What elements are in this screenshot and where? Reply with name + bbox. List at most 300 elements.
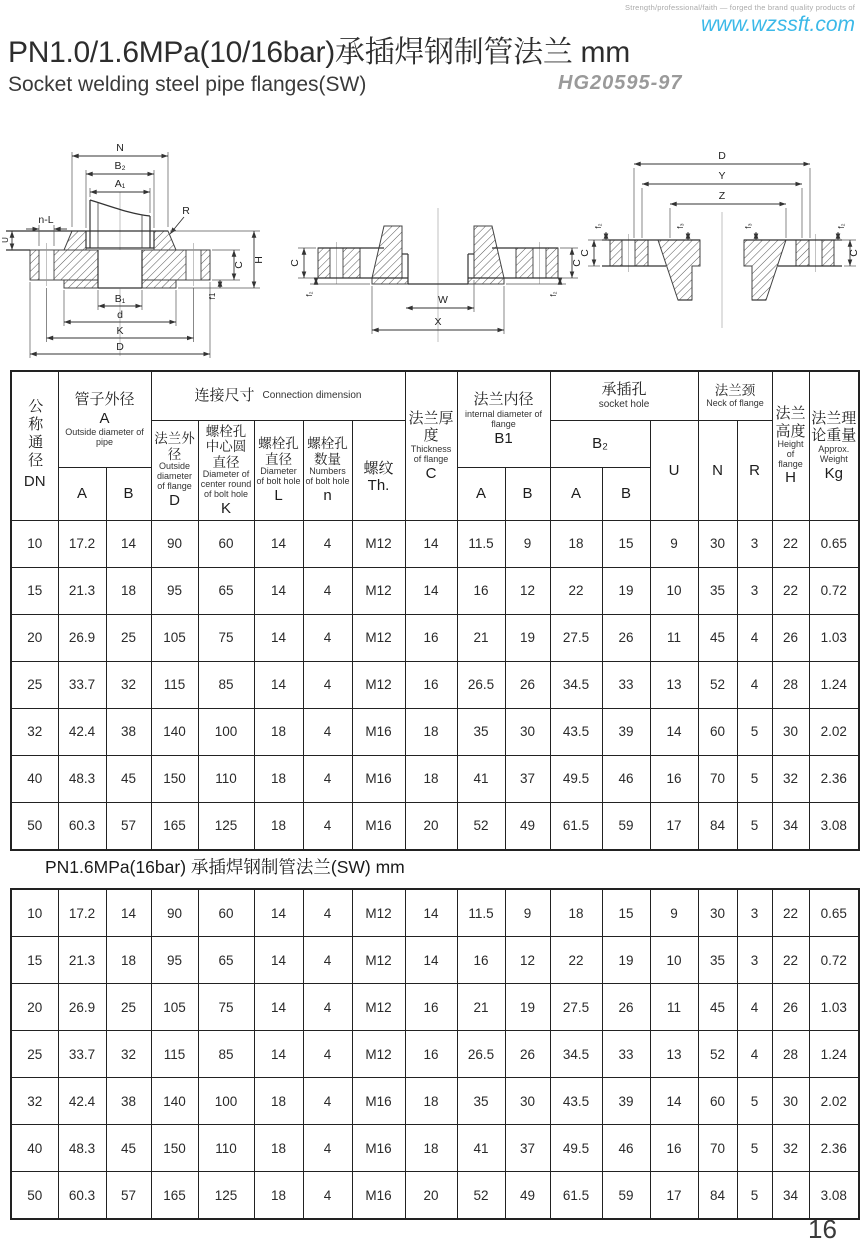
flange-section-drawing-1 <box>2 136 274 364</box>
table-cell: 3 <box>737 889 772 937</box>
table-cell: 16 <box>405 614 457 661</box>
table-cell: 45 <box>698 984 737 1031</box>
table-cell: 4 <box>303 520 352 567</box>
table-cell: 30 <box>772 708 809 755</box>
table-cell: M12 <box>352 661 405 708</box>
table-cell: 3 <box>737 937 772 984</box>
table-cell: 125 <box>198 1172 254 1220</box>
table-cell: 37 <box>505 755 550 802</box>
col-header-bolt-circle <box>198 420 254 520</box>
table-cell: 12 <box>505 567 550 614</box>
bolt-dia-zh: 螺栓孔直径 <box>258 436 299 467</box>
table-cell: 65 <box>198 937 254 984</box>
table-cell: 20 <box>11 984 58 1031</box>
table-cell: 52 <box>457 802 505 850</box>
table-cell: 18 <box>405 1125 457 1172</box>
bolt-circle-letter: K <box>220 499 231 517</box>
table-cell: 43.5 <box>550 708 602 755</box>
table-cell: 39 <box>602 1078 650 1125</box>
table-cell: 26.9 <box>58 614 106 661</box>
table-cell: 17 <box>650 802 698 850</box>
dim-label-d-small: d <box>117 309 123 321</box>
table-cell: 34 <box>772 1172 809 1220</box>
table-cell: 32 <box>772 755 809 802</box>
table-cell: 17 <box>650 1172 698 1220</box>
height-letter: H <box>785 469 796 487</box>
table-cell: 49.5 <box>550 755 602 802</box>
table-cell: 4 <box>303 755 352 802</box>
table-cell: 27.5 <box>550 614 602 661</box>
table-cell: 45 <box>698 614 737 661</box>
table-cell: 60 <box>698 708 737 755</box>
table-row <box>11 802 859 850</box>
table-cell: 26 <box>602 614 650 661</box>
table-cell: 14 <box>405 567 457 614</box>
table-cell: M12 <box>352 1031 405 1078</box>
socket-en: socket hole <box>598 399 650 411</box>
table-cell: 26 <box>505 661 550 708</box>
col-group-socket <box>550 371 698 420</box>
bolt-circle-zh: 螺栓孔中心圆直径 <box>205 423 247 470</box>
table-cell: 45 <box>106 755 151 802</box>
table-cell: 41 <box>457 1125 505 1172</box>
table-cell: 21.3 <box>58 567 106 614</box>
dim-label-c-left: C <box>289 259 301 267</box>
dim-label-c-right: C <box>571 259 583 267</box>
table-row <box>11 984 859 1031</box>
table-cell: 110 <box>198 1125 254 1172</box>
table-cell: 4 <box>303 661 352 708</box>
dim-label-x: X <box>434 316 442 328</box>
thickness-en: Thickness of flange <box>410 443 452 464</box>
table-cell: 35 <box>457 1078 505 1125</box>
table-cell: 115 <box>151 1031 198 1078</box>
table-cell: 25 <box>11 1031 58 1078</box>
col-group-bore <box>457 371 550 467</box>
table-cell: 18 <box>106 937 151 984</box>
bolt-circle-en: Diameter of center round of bolt hole <box>200 469 252 499</box>
table-cell: 26 <box>772 984 809 1031</box>
table-cell: 14 <box>254 937 303 984</box>
table-cell: 165 <box>151 1172 198 1220</box>
table-cell: 41 <box>457 755 505 802</box>
pipe-od-zh: 管子外径 <box>74 391 135 409</box>
table-cell: 14 <box>106 520 151 567</box>
table-cell: 5 <box>737 1172 772 1220</box>
table-cell: 61.5 <box>550 1172 602 1220</box>
table-cell: 1.24 <box>809 661 859 708</box>
table-row <box>11 567 859 614</box>
table-cell: 15 <box>11 937 58 984</box>
table-cell: 1.03 <box>809 614 859 661</box>
table-cell: 13 <box>650 1031 698 1078</box>
table-cell: 60 <box>198 889 254 937</box>
table-cell: 35 <box>698 937 737 984</box>
table-cell: 20 <box>405 802 457 850</box>
table-cell: 22 <box>772 520 809 567</box>
table-row <box>11 755 859 802</box>
table-cell: 19 <box>602 567 650 614</box>
table-cell: 30 <box>772 1078 809 1125</box>
bolt-dia-en: Diameter of bolt hole <box>256 466 301 487</box>
table-cell: 18 <box>254 802 303 850</box>
table-cell: 100 <box>198 708 254 755</box>
table-row <box>11 708 859 755</box>
table-cell: 60.3 <box>58 1172 106 1220</box>
table-cell: 40 <box>11 1125 58 1172</box>
col-header-dn <box>11 371 58 520</box>
table-cell: 150 <box>151 1125 198 1172</box>
table-cell: 60.3 <box>58 802 106 850</box>
col-header-thread <box>352 420 405 520</box>
table-cell: 46 <box>602 755 650 802</box>
table-cell: 14 <box>650 1078 698 1125</box>
table-cell: 16 <box>457 937 505 984</box>
table-cell: 9 <box>650 889 698 937</box>
table-cell: 15 <box>602 520 650 567</box>
table-cell: M16 <box>352 802 405 850</box>
table-cell: 14 <box>254 520 303 567</box>
table-cell: 33.7 <box>58 1031 106 1078</box>
table-cell: 32 <box>106 661 151 708</box>
bolt-num-en: Numbers of bolt hole <box>305 466 350 487</box>
col-header-bolt-num <box>303 420 352 520</box>
technical-drawings <box>0 134 861 366</box>
page-subtitle: Socket welding steel pipe flanges(SW) <box>8 73 367 96</box>
table-cell: M16 <box>352 1078 405 1125</box>
table-row <box>11 1031 859 1078</box>
table-cell: 25 <box>11 661 58 708</box>
table-cell: 2.36 <box>809 755 859 802</box>
table-cell: 10 <box>650 937 698 984</box>
table-cell: 110 <box>198 755 254 802</box>
table-cell: 5 <box>737 1078 772 1125</box>
table-cell: 26 <box>772 614 809 661</box>
table-cell: 21 <box>457 614 505 661</box>
table-cell: 30 <box>698 520 737 567</box>
table-cell: 19 <box>602 937 650 984</box>
dim-label-f3-left: f₃ <box>676 223 685 229</box>
thread-zh: 螺纹 <box>363 459 394 477</box>
table-cell: 22 <box>550 567 602 614</box>
spec-rows-pn10 <box>11 520 859 850</box>
table-cell: 16 <box>650 755 698 802</box>
table-cell: 85 <box>198 1031 254 1078</box>
table-cell: 46 <box>602 1125 650 1172</box>
table-cell: 70 <box>698 755 737 802</box>
table-cell: 42.4 <box>58 1078 106 1125</box>
table-cell: 18 <box>405 755 457 802</box>
table-cell: 14 <box>254 889 303 937</box>
table-cell: 30 <box>698 889 737 937</box>
table-cell: 5 <box>737 802 772 850</box>
table-cell: 35 <box>457 708 505 755</box>
table-cell: 4 <box>303 708 352 755</box>
table-cell: 16 <box>650 1125 698 1172</box>
table-cell: 22 <box>550 937 602 984</box>
flange-spec-table-pn10 <box>10 370 860 851</box>
table-cell: 28 <box>772 1031 809 1078</box>
col-header-socket-b: B <box>602 467 650 520</box>
b2-label: B₂ <box>592 434 608 452</box>
table-cell: 4 <box>303 802 352 850</box>
table-cell: 75 <box>198 984 254 1031</box>
connection-en: Connection dimension <box>262 390 362 402</box>
table-cell: 37 <box>505 1125 550 1172</box>
table-cell: 3.08 <box>809 1172 859 1220</box>
table-cell: 4 <box>303 614 352 661</box>
table-cell: 0.72 <box>809 937 859 984</box>
table-cell: 30 <box>505 708 550 755</box>
pipe-od-en: Outside diameter of pipe <box>65 426 144 447</box>
table-cell: 90 <box>151 889 198 937</box>
table-cell: 13 <box>650 661 698 708</box>
table-cell: 84 <box>698 1172 737 1220</box>
table-cell: 15 <box>602 889 650 937</box>
table-cell: 57 <box>106 802 151 850</box>
table-cell: 52 <box>698 661 737 708</box>
table-cell: 42.4 <box>58 708 106 755</box>
table-row <box>11 1125 859 1172</box>
dim-label-h: H <box>253 256 265 264</box>
pipe-od-sub: A <box>99 409 110 427</box>
dim-label-dd: D <box>116 341 124 353</box>
table-cell: 14 <box>405 520 457 567</box>
col-header-bore-b: B <box>505 467 550 520</box>
table-cell: 84 <box>698 802 737 850</box>
table-cell: M12 <box>352 520 405 567</box>
bore-en: internal diameter of flange <box>464 408 543 429</box>
table-row <box>11 1078 859 1125</box>
table-cell: 25 <box>106 984 151 1031</box>
table-cell: 70 <box>698 1125 737 1172</box>
table-cell: 4 <box>737 614 772 661</box>
flange-spec-table-pn16 <box>10 888 860 1220</box>
table-cell: 115 <box>151 661 198 708</box>
thickness-letter: C <box>425 464 437 482</box>
neck-en: Neck of flange <box>706 398 764 409</box>
dim-label-b1: B₁ <box>114 293 126 305</box>
table-cell: 14 <box>405 937 457 984</box>
table-cell: 20 <box>11 614 58 661</box>
table-row <box>11 889 859 937</box>
table-cell: 12 <box>505 937 550 984</box>
table-cell: 2.02 <box>809 1078 859 1125</box>
table-cell: 4 <box>303 889 352 937</box>
dim-label-f2-left: f₂ <box>305 291 314 297</box>
table-cell: 50 <box>11 1172 58 1220</box>
table-cell: 18 <box>254 1172 303 1220</box>
brand-tagline: Strength/professional/faith — forged the brand quality products of <box>625 3 855 12</box>
thickness-zh: 法兰厚度 <box>408 410 454 445</box>
u-label: U <box>668 461 680 479</box>
table-cell: 2.02 <box>809 708 859 755</box>
weight-letter: Kg <box>824 464 843 482</box>
table-cell: 4 <box>737 1031 772 1078</box>
standard-code: HG20595-97 <box>558 72 683 94</box>
table-cell: 61.5 <box>550 802 602 850</box>
table-cell: 3 <box>737 520 772 567</box>
dim-label-k: K <box>116 325 124 337</box>
table-cell: 32 <box>11 1078 58 1125</box>
dim-label-f2-left: f₂ <box>594 223 603 229</box>
col-header-n-neck <box>698 420 737 520</box>
table-cell: 39 <box>602 708 650 755</box>
table-cell: 19 <box>505 984 550 1031</box>
flange-od-en: Outside diameter of flange <box>156 461 192 492</box>
col-header-u <box>650 420 698 520</box>
table-cell: 48.3 <box>58 755 106 802</box>
table-cell: 11.5 <box>457 889 505 937</box>
table-cell: 4 <box>303 1172 352 1220</box>
dn-label-zh: 公称通径 <box>26 397 44 470</box>
table-cell: 52 <box>698 1031 737 1078</box>
table-cell: 4 <box>303 984 352 1031</box>
table-cell: 18 <box>550 889 602 937</box>
table-cell: 90 <box>151 520 198 567</box>
table-cell: 0.65 <box>809 889 859 937</box>
table-cell: 25 <box>106 614 151 661</box>
table-cell: 100 <box>198 1078 254 1125</box>
table-cell: 14 <box>106 889 151 937</box>
table-cell: 10 <box>11 889 58 937</box>
table-cell: 10 <box>650 567 698 614</box>
dim-label-a1: A₁ <box>114 178 126 190</box>
dim-label-n: N <box>116 142 124 154</box>
table-cell: 11 <box>650 614 698 661</box>
height-en: Height of flange <box>777 438 804 469</box>
table-cell: 18 <box>254 1125 303 1172</box>
table-row <box>11 937 859 984</box>
table-row <box>11 614 859 661</box>
table-row <box>11 661 859 708</box>
table-cell: 26.9 <box>58 984 106 1031</box>
dim-label-dd: D <box>718 150 726 162</box>
table-cell: 165 <box>151 802 198 850</box>
col-header-pipe-a: A <box>58 467 106 520</box>
dim-label-c-right: C <box>848 249 860 257</box>
weight-zh: 法兰理论重量 <box>811 410 857 445</box>
table-cell: 14 <box>254 661 303 708</box>
bolt-num-zh: 螺栓孔数量 <box>307 436 348 467</box>
bolt-dia-letter: L <box>274 487 283 505</box>
table-cell: 140 <box>151 1078 198 1125</box>
table-cell: 60 <box>698 1078 737 1125</box>
col-header-pipe-b: B <box>106 467 151 520</box>
table-cell: M16 <box>352 755 405 802</box>
dn-label-letter: DN <box>23 472 46 490</box>
table-cell: 15 <box>11 567 58 614</box>
table-cell: M16 <box>352 1172 405 1220</box>
table-cell: 22 <box>772 889 809 937</box>
col-header-socket-a: A <box>550 467 602 520</box>
table-cell: 3.08 <box>809 802 859 850</box>
section2-title: PN1.6MPa(16bar) 承插焊钢制管法兰(SW) mm <box>45 857 405 877</box>
table-cell: 26.5 <box>457 661 505 708</box>
page-number: 16 <box>808 1214 837 1244</box>
table-cell: 10 <box>11 520 58 567</box>
table-cell: M16 <box>352 708 405 755</box>
table-cell: 14 <box>254 567 303 614</box>
table-cell: 4 <box>737 661 772 708</box>
table-cell: 21 <box>457 984 505 1031</box>
table-cell: M12 <box>352 567 405 614</box>
table-cell: 19 <box>505 614 550 661</box>
table-cell: 38 <box>106 1078 151 1125</box>
table-cell: 38 <box>106 708 151 755</box>
table-cell: 85 <box>198 661 254 708</box>
table-cell: 5 <box>737 755 772 802</box>
table-cell: M12 <box>352 889 405 937</box>
table-cell: 140 <box>151 708 198 755</box>
table-cell: 9 <box>505 889 550 937</box>
table-cell: 18 <box>405 708 457 755</box>
dim-label-y: Y <box>718 170 726 182</box>
dim-label-f2-right: f₂ <box>837 223 846 229</box>
table-cell: 34.5 <box>550 661 602 708</box>
table-cell: 11 <box>650 984 698 1031</box>
table-cell: 65 <box>198 567 254 614</box>
table-cell: 1.03 <box>809 984 859 1031</box>
table-row <box>11 1172 859 1220</box>
col-group-neck <box>698 371 772 420</box>
table-cell: 95 <box>151 937 198 984</box>
col-header-b2 <box>550 420 650 467</box>
table-cell: 5 <box>737 708 772 755</box>
table-cell: 32 <box>106 1031 151 1078</box>
table-cell: 34.5 <box>550 1031 602 1078</box>
table-cell: 16 <box>405 661 457 708</box>
table-cell: 28 <box>772 661 809 708</box>
dim-label-c: C <box>233 261 245 269</box>
table-cell: 4 <box>303 1031 352 1078</box>
website-link[interactable]: www.wzssft.com <box>700 13 855 36</box>
table-cell: 18 <box>254 755 303 802</box>
table-cell: 14 <box>254 984 303 1031</box>
bore-sub: B1 <box>494 430 513 448</box>
table-cell: 105 <box>151 984 198 1031</box>
col-header-weight <box>809 371 859 520</box>
table-cell: 4 <box>303 937 352 984</box>
table-cell: 35 <box>698 567 737 614</box>
table-cell: 33 <box>602 661 650 708</box>
col-group-pipe-od <box>58 371 151 467</box>
table-cell: 59 <box>602 802 650 850</box>
table-cell: 14 <box>254 1031 303 1078</box>
bolt-num-letter: n <box>323 487 332 505</box>
table-cell: M12 <box>352 614 405 661</box>
table-cell: 5 <box>737 1125 772 1172</box>
table-cell: 150 <box>151 755 198 802</box>
table-cell: 4 <box>303 1125 352 1172</box>
table-cell: 105 <box>151 614 198 661</box>
spec-rows-pn16 <box>11 889 859 1219</box>
table-cell: 43.5 <box>550 1078 602 1125</box>
table-cell: M12 <box>352 984 405 1031</box>
table-cell: 18 <box>254 1078 303 1125</box>
dim-label-f1: f1 <box>208 292 217 300</box>
table-cell: 2.36 <box>809 1125 859 1172</box>
table-cell: 26 <box>602 984 650 1031</box>
flange-od-zh: 法兰外径 <box>154 431 195 462</box>
dim-label-nl: n-L <box>38 214 54 226</box>
table-cell: M16 <box>352 1125 405 1172</box>
table-cell: 14 <box>254 614 303 661</box>
table-cell: 32 <box>11 708 58 755</box>
dim-label-w: W <box>438 294 448 306</box>
dim-label-f2-right: f₂ <box>549 291 558 297</box>
neck-zh: 法兰颈 <box>714 382 756 398</box>
